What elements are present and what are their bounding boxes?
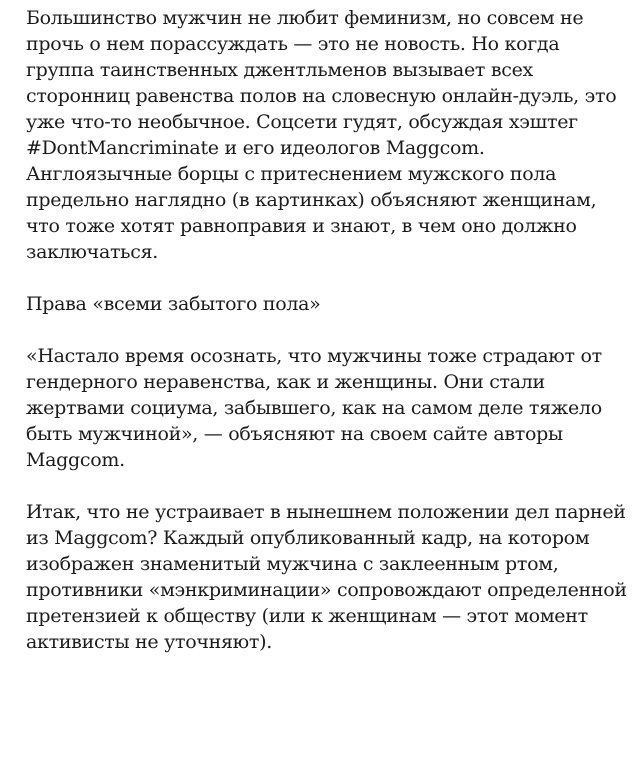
quote-paragraph: «Настало время осознать, что мужчины тоже страдают от гендерного неравенства, как и женщины. Они стали жертвами социума, забывшего, как на самом деле тяжело быть мужчиной», — объясняют на своем сайте авторы Maggcom. — [26, 345, 602, 471]
closing-paragraph: Итак, что не устраивает в нынешнем положении дел парней из Maggcom? Каждый опубликованный кадр, на котором изображен знаменитый мужчина с заклеенным ртом, противники «мэнкриминации» сопровождают определенной претензией к обществу (или к женщинам — этот момент активисты не уточняют). — [26, 501, 627, 653]
intro-paragraph: Большинство мужчин не любит феминизм, но совсем не прочь о нем порассуждать — это не новость. Но когда группа таинственных джентльменов вызывает всех сторонниц равенства полов на словесную онлайн-дуэль, это уже что-то необычное. Соцсети гудят, обсуждая хэштег #DontMancriminate и его идеологов Maggcom. Англоязычные борцы с притеснением мужского пола предельно наглядно (в картинках) объясняют женщинам, что тоже хотят равноправия и знают, в чем оно должно заключаться. — [26, 7, 617, 263]
section-heading: Права «всеми забытого пола» — [26, 293, 321, 315]
